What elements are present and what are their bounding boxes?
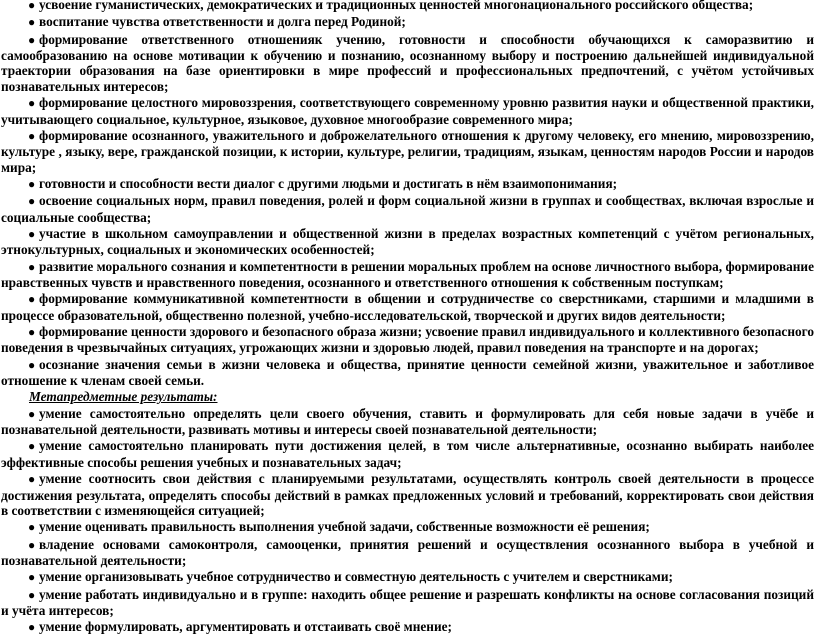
list-item	[1, 259, 814, 291]
list-item	[1, 32, 814, 95]
list-item-text: умение формулировать, аргументировать и отстаивать своё мнение;	[39, 619, 452, 635]
list-item-text: воспитание чувства ответственности и долга перед Родиной;	[39, 14, 406, 30]
list-item-text: формирование целостного мировоззрения, соответствующего современному уровню развития науки и общественной практики, учитывающего социальное, культурное, языковое, духовное многообразие современного мира;	[1, 95, 814, 127]
list-item	[1, 14, 814, 30]
list-item	[1, 587, 814, 619]
list-item-text: умение самостоятельно определять цели своего обучения, ставить и формулировать для себя новые задачи в учёбе и познавательной деятельности, развивать мотивы и интересы своей познавательной деятельности;	[1, 405, 814, 438]
list-item-text: умение самостоятельно планировать пути достижения целей, в том числе альтернативные, осознанно выбирать наиболее эффективные способы решения учебных и познавательных задач;	[1, 438, 814, 470]
bullet-icon: ●	[28, 406, 36, 421]
list-item-text: развитие морального сознания и компетентности в решении моральных проблем на основе личностного выбора, формирование нравственных чувств и нравственного поведения, осознанного и ответственного отношения к собственным поступкам;	[1, 258, 814, 291]
list-item	[1, 519, 814, 535]
bullet-icon: ●	[28, 325, 36, 340]
list-item-text: формирование коммуникативной компетентности в общении и сотрудничестве со сверстниками, старшими и младшими в процессе образовательной, общественно полезной, учебно-исследовательской, творческой и других видов деятельности;	[1, 291, 814, 323]
list-item-text: владение основами самоконтроля, самооценки, принятия решений и осуществления осознанного выбора в учебной и познавательной деятельности;	[1, 536, 814, 568]
bullet-icon: ●	[28, 472, 36, 487]
bullet-icon: ●	[28, 0, 36, 12]
bullet-icon: ●	[28, 537, 36, 552]
personal-results-list	[1, 0, 814, 389]
bullet-icon: ●	[28, 15, 36, 30]
bullet-icon: ●	[28, 587, 36, 602]
bullet-icon: ●	[28, 570, 36, 585]
list-item-text: умение организовывать учебное сотрудничество и совместную деятельность с учителем и сверстниками;	[39, 569, 673, 585]
list-item	[1, 128, 814, 175]
bullet-icon: ●	[28, 620, 36, 635]
list-item-text: формирование ответственного отношенияк учению, готовности и способности обучающихся к саморазвитию и самообразованию на основе мотивации к обучению и познанию, осознанному выбору и построению дальнейшей индивидуальной траектории образования на базе ориентировки в мире профессий и профессиональных предпочтений, с учётом устойчивых познавательных интересов;	[1, 31, 814, 94]
list-item	[1, 193, 814, 225]
list-item-text: усвоение гуманистических, демократических и традиционных ценностей многонационального российского общества;	[39, 0, 754, 12]
bullet-icon: ●	[28, 226, 36, 241]
list-item	[1, 569, 814, 585]
list-item	[1, 537, 814, 569]
list-item-text: готовности и способности вести диалог с другими людьми и достигать в нём взаимопонимания;	[39, 175, 618, 191]
list-item-text: освоение социальных норм, правил поведения, ролей и форм социальной жизни в группах и сообществах, включая взрослые и социальные сообщества;	[1, 193, 814, 225]
bullet-icon: ●	[28, 357, 36, 372]
bullet-icon: ●	[28, 194, 36, 209]
list-item	[1, 95, 814, 127]
bullet-icon: ●	[28, 292, 36, 307]
list-item-text: формирование осознанного, уважительного и доброжелательного отношения к другому человеку, его мнению, мировоззрению, культуре , языку, вере, гражданской позиции, к истории, культуре, религии, традициям, языкам, ценностям народов России и народов мира;	[1, 127, 814, 175]
bullet-icon: ●	[28, 176, 36, 191]
list-item-text: умение оценивать правильность выполнения учебной задачи, собственные возможности её решения;	[39, 519, 650, 535]
bullet-icon: ●	[28, 439, 36, 454]
list-item-text: умение соотносить свои действия с планируемыми результатами, осуществлять контроль своей деятельности в процессе достижения результата, определять способы действий в рамках предложенных условий и требований, корректировать свои действия в соответствии с изменяющейся ситуацией;	[1, 471, 814, 518]
list-item	[1, 226, 814, 258]
document-page	[1, 0, 814, 637]
list-item	[1, 357, 814, 389]
list-item	[1, 176, 814, 192]
metasubject-results-heading: Метапредметные результаты:	[29, 389, 218, 405]
bullet-icon: ●	[28, 96, 36, 111]
list-item	[1, 324, 814, 356]
bullet-icon: ●	[28, 128, 36, 143]
bullet-icon: ●	[28, 259, 36, 274]
list-item	[1, 406, 814, 438]
list-item	[1, 438, 814, 470]
list-item	[1, 619, 814, 635]
list-item	[1, 471, 814, 518]
list-item-text: участие в школьном самоуправлении и общественной жизни в пределах возрастных компетенций с учётом региональных, этнокультурных, социальных и экономических особенностей;	[1, 225, 814, 258]
list-item	[1, 0, 814, 13]
list-item-text: осознание значения семьи в жизни человека и общества, принятие ценности семейной жизни, уважительное и заботливое отношение к членам своей семьи.	[1, 356, 814, 389]
list-item-text: формирование ценности здорового и безопасного образа жизни; усвоение правил индивидуального и коллективного безопасного поведения в чрезвычайных ситуациях, угрожающих жизни и здоровью людей, правил поведения на транспорте и на дорогах;	[1, 324, 814, 356]
list-item	[1, 291, 814, 323]
bullet-icon: ●	[28, 520, 36, 535]
bullet-icon: ●	[28, 32, 36, 47]
metasubject-results-list	[1, 406, 814, 636]
list-item-text: умение работать индивидуально и в группе: находить общее решение и разрешать конфликты на основе согласования позиций и учёта интересов;	[1, 586, 814, 618]
